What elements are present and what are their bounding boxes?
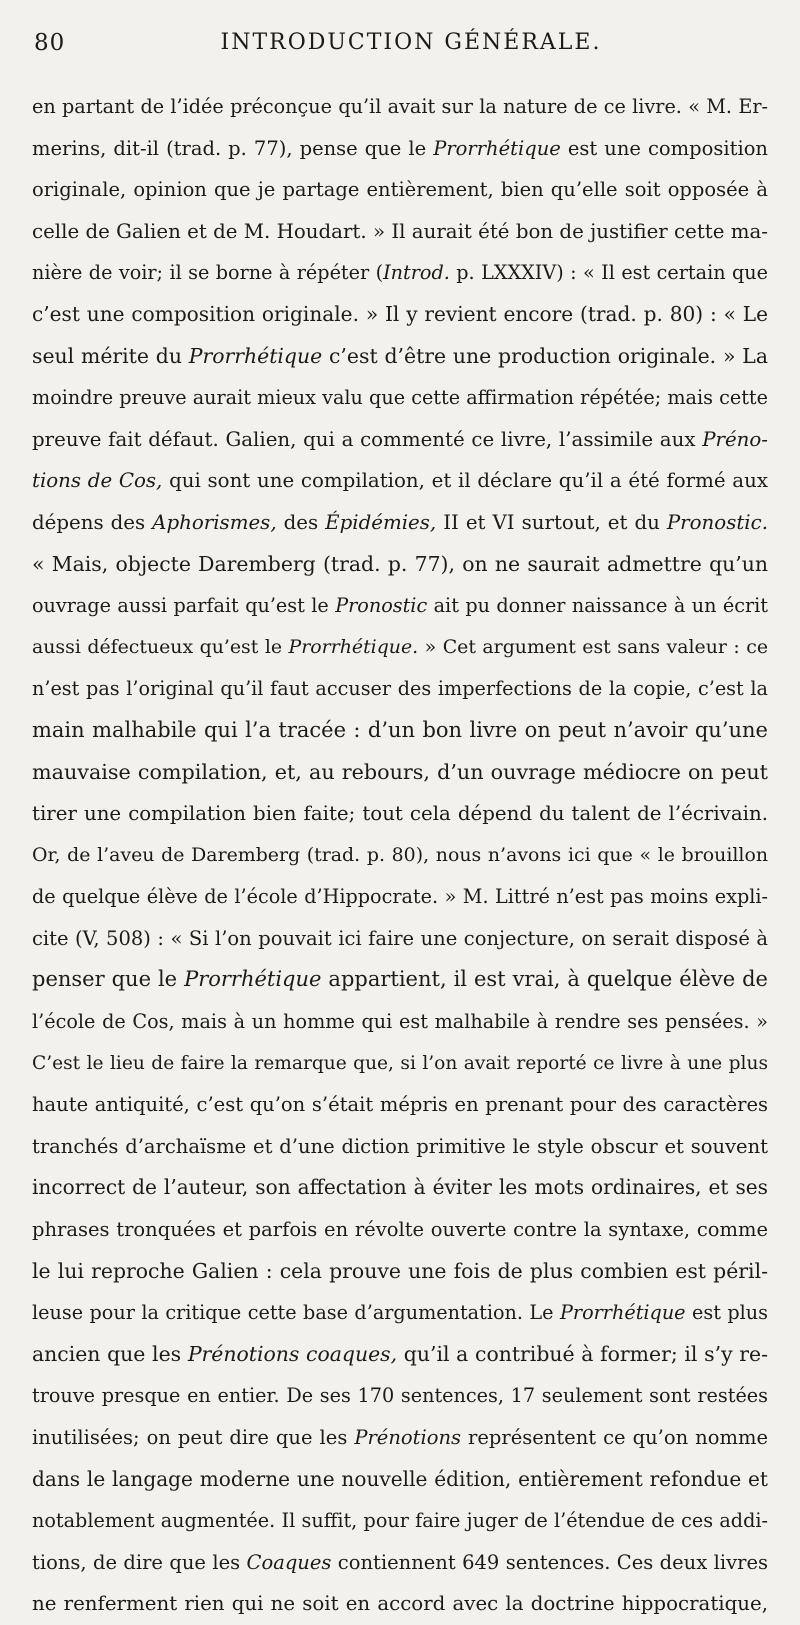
text-line [32,959,768,1001]
text-segment: c’est d’être une production originale. » La [322,343,768,368]
italic-segment: Prorrhétique [184,967,322,992]
text-segment: incorrect de l’auteur, son affectation à éviter les mots ordinaires, et ses [32,1175,768,1200]
text-line [32,1251,768,1293]
text-line [32,1167,768,1209]
text-line [32,1126,768,1168]
text-line [32,419,768,461]
italic-segment: Préno- [702,427,768,451]
text-line [32,627,768,669]
text-segment: ne renferment rien qui ne soit en accord avec la doctrine hippocratique, [32,1592,768,1616]
text-segment: originale, opinion que je partage entièrement, bien qu’elle soit opposée à [32,178,768,202]
text-line [32,377,768,419]
italic-segment: Prénotions coaques, [187,1341,398,1366]
text-segment: Or, de l’aveu de Daremberg (trad. p. 80), nous n’avons ici que « le brouillon [32,843,768,866]
text-segment: celle de Galien et de M. Houdart. » Il aurait été bon de justifier cette ma- [32,219,768,243]
text-line [32,1583,768,1625]
text-line [32,585,768,627]
text-segment: nière de voir; il se borne à répéter ( [32,261,384,285]
text-line [32,544,768,586]
text-line [32,294,768,336]
text-segment: » Cet argument est sans valeur : ce [418,635,769,658]
text-line [32,86,768,128]
text-segment: est une composition [560,136,768,160]
text-segment: notablement augmentée. Il suffit, pour faire juger de l’étendue de ces addi- [32,1509,768,1533]
text-line [32,918,768,960]
text-line [32,1375,768,1417]
text-segment: représentent ce qu’on nomme [461,1426,768,1449]
text-segment: leuse pour la critique cette base d’argumentation. Le [32,1301,560,1325]
text-segment: haute antiquité, c’est qu’on s’était mépris en prenant pour des caractères [32,1093,768,1117]
text-line [32,1334,768,1376]
text-segment: tranchés d’archaïsme et d’une diction primitive le style obscur et souvent [32,1134,768,1158]
text-segment: contiennent 649 sentences. Ces deux livres [331,1550,768,1574]
italic-segment: Introd. [383,261,450,285]
text-line [32,211,768,253]
text-line [32,835,768,877]
text-segment: appartient, il est vrai, à quelque élève de [321,967,768,992]
italic-segment: Prénotions [354,1426,462,1449]
text-segment: c’est une composition originale. » Il y revient encore (trad. p. 80) : « Le [32,301,768,326]
text-line [32,1292,768,1334]
text-line [32,1043,768,1085]
text-segment: cite (V, 508) : « Si l’on pouvait ici faire une conjecture, on serait disposé à [32,926,768,950]
text-segment: dans le langage moderne une nouvelle édition, entièrement refondue et [32,1466,768,1491]
text-segment: penser que le [32,967,185,992]
text-segment: C’est le lieu de faire la remarque que, si l’on avait reporté ce livre à une plus [32,1052,768,1074]
text-line [32,1417,768,1459]
running-head: INTRODUCTION GÉNÉRALE. [220,30,602,55]
text-segment: le lui reproche Galien : cela prouve une fois de plus combien est péril- [32,1258,768,1283]
italic-segment: Aphorismes, [152,510,277,534]
text-segment: tions, de dire que les [32,1550,247,1574]
italic-segment: Pronostic [335,594,428,618]
text-line [32,502,768,544]
text-segment: qu’il a contribué à former; il s’y re- [397,1341,768,1366]
text-segment: ancien que les [32,1341,188,1366]
text-segment: qui sont une compilation, et il déclare qu’il a été formé aux [162,469,768,493]
text-segment: en partant de l’idée préconçue qu’il avait sur la nature de ce livre. « M. Er- [32,95,768,118]
text-segment: de quelque élève de l’école d’Hippocrate. » M. Littré n’est pas moins expli- [32,885,768,909]
text-segment: preuve fait défaut. Galien, qui a commenté ce livre, l’assimile aux [32,427,703,451]
text-segment: dépens des [32,510,153,534]
italic-segment: Prorrhétique [560,1301,686,1325]
text-segment: aussi défectueux qu’est le [32,635,289,658]
text-segment: main malhabile qui l’a tracée : d’un bon livre on peut n’avoir qu’une [32,717,768,742]
text-segment: II et VI surtout, et du [436,510,667,534]
italic-segment: Épidémies, [325,510,437,534]
text-line [32,1209,768,1251]
text-line [32,336,768,378]
italic-segment: Coaques [246,1550,332,1574]
text-segment: inutilisées; on peut dire que les [32,1426,355,1449]
text-segment: est plus [685,1301,768,1325]
text-segment: phrases tronquées et parfois en révolte ouverte contre la syntaxe, comme [32,1218,768,1242]
text-line [32,1542,768,1584]
text-line [32,1459,768,1501]
text-line [32,169,768,211]
text-segment: l’école de Cos, mais à un homme qui est malhabile à rendre ses pensées. » [32,1010,768,1034]
text-line [32,710,768,752]
italic-segment: Pronostic. [666,510,768,534]
page-number: 80 [34,30,66,56]
italic-segment: Prorrhétique [188,343,323,368]
text-segment: tirer une compilation bien faite; tout cela dépend du talent de l’écrivain. [32,802,768,826]
text-line [32,793,768,835]
text-segment: mauvaise compilation, et, au rebours, d’un ouvrage médiocre on peut [32,759,768,784]
body-text [32,86,768,1625]
text-segment: p. LXXXIV) : « Il est certain que [449,261,768,285]
text-line [32,1001,768,1043]
page-header [32,0,768,86]
text-line [32,1500,768,1542]
text-segment: des [276,510,326,534]
text-segment: n’est pas l’original qu’il faut accuser des imperfections de la copie, c’est la [32,677,768,701]
text-segment: moindre preuve aurait mieux valu que cette affirmation répétée; mais cette [32,386,768,410]
text-segment: « Mais, objecte Daremberg (trad. p. 77), on ne saurait admettre qu’un [32,551,768,576]
italic-segment: Prorrhétique. [288,635,419,658]
italic-segment: tions de Cos, [32,469,163,493]
text-line [32,1084,768,1126]
text-segment: trouve presque en entier. De ses 170 sentences, 17 seulement sont restées [32,1384,768,1408]
text-line [32,460,768,502]
text-line [32,668,768,710]
italic-segment: Prorrhétique [433,136,561,160]
text-line [32,752,768,794]
text-line [32,876,768,918]
text-segment: ait pu donner naissance à un écrit [427,594,768,618]
text-segment: merins, dit-il (trad. p. 77), pense que le [32,136,434,160]
text-line [32,252,768,294]
text-segment: ouvrage aussi parfait qu’est le [32,594,336,618]
text-line [32,128,768,170]
text-segment: seul mérite du [32,343,189,368]
